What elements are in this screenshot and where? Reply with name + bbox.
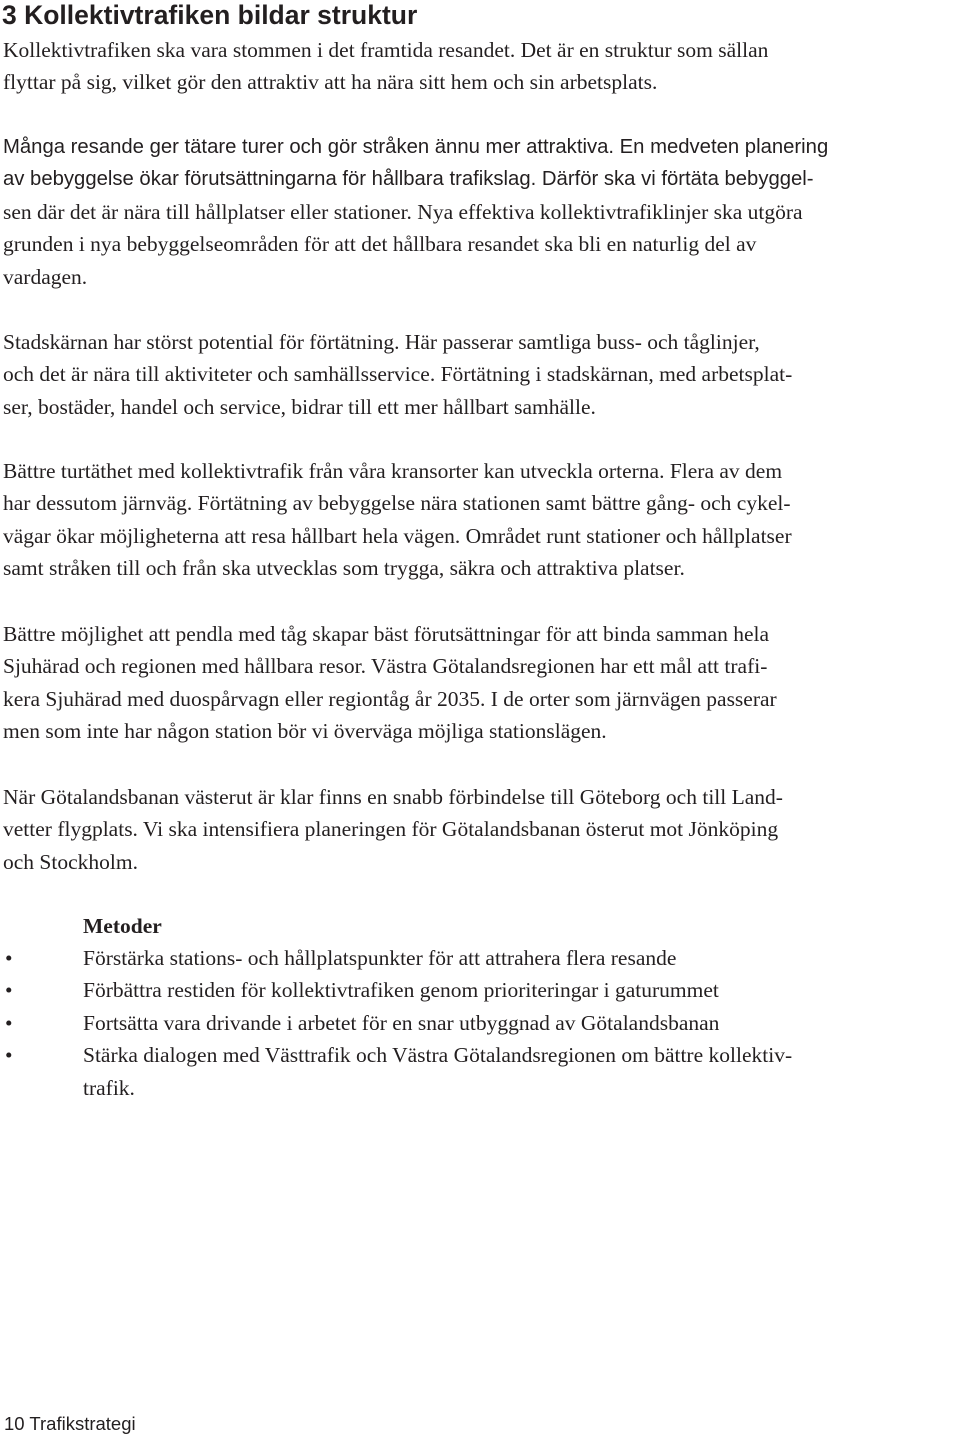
paragraph-line: ser, bostäder, handel och service, bidrar till ett mer hållbart samhälle.	[3, 394, 596, 419]
paragraph-1	[3, 34, 960, 99]
list-item-text	[83, 974, 960, 1006]
list-item-line: trafik.	[83, 1075, 135, 1100]
list-item	[0, 974, 960, 1006]
list-item	[0, 1007, 960, 1039]
paragraph-line: men som inte har någon station bör vi överväga möjliga stationslägen.	[3, 719, 607, 744]
paragraph-line: grunden i nya bebyggelseområden för att det hållbara resandet ska bli en naturlig del av	[3, 232, 757, 257]
paragraph-5	[3, 618, 960, 748]
list-item-text	[83, 942, 960, 974]
paragraph-line: har dessutom järnväg. Förtätning av bebyggelse nära stationen samt bättre gång- och cykel-	[3, 491, 791, 516]
paragraph-2	[3, 131, 960, 293]
paragraph-line: Många resande ger tätare turer och gör stråken ännu mer attraktiva. En medveten planering	[3, 136, 829, 158]
paragraph-line: och Stockholm.	[3, 849, 138, 874]
list-item-line: Förstärka stations- och hållplatspunkter för att attrahera flera resande	[83, 946, 677, 970]
list-item	[0, 1039, 960, 1104]
page-footer: 10 Trafikstrategi	[4, 1413, 136, 1434]
paragraph-6	[3, 781, 960, 878]
paragraph-line: av bebyggelse ökar förutsättningarna för hållbara trafikslag. Därför ska vi förtäta bebyggel-	[3, 168, 814, 191]
paragraph-line: vetter flygplats. Vi ska intensifiera planeringen för Götalandsbanan österut mot Jönköping	[3, 817, 779, 842]
paragraph-line: kera Sjuhärad med duospårvagn eller regiontåg år 2035. I de orter som järnvägen passerar	[3, 686, 777, 711]
paragraph-line: sen där det är nära till hållplatser eller stationer. Nya effektiva kollektivtrafiklinjer ska utgöra	[3, 199, 803, 224]
paragraph-line: När Götalandsbanan västerut är klar finns en snabb förbindelse till Göteborg och till Land-	[3, 785, 783, 809]
list-item-line: Fortsätta vara drivande i arbetet för en snar utbyggnad av Götalandsbanan	[83, 1010, 720, 1035]
methods-heading: Metoder	[83, 914, 162, 938]
list-item-text	[83, 1039, 960, 1104]
bullet-icon: •	[5, 1010, 13, 1035]
list-item-line: Förbättra restiden för kollektivtrafiken genom prioriteringar i gaturummet	[83, 978, 719, 1003]
list-item-line: Stärka dialogen med Västtrafik och Västra Götalandsregionen om bättre kollektiv-	[83, 1043, 793, 1068]
bullet-icon: •	[5, 946, 13, 970]
paragraph-line: Bättre turtäthet med kollektivtrafik från våra kransorter kan utveckla orterna. Flera av dem	[3, 459, 783, 483]
paragraph-line: vardagen.	[3, 264, 88, 289]
paragraph-line: Bättre möjlighet att pendla med tåg skapar bäst förutsättningar för att binda samman hela	[3, 622, 770, 646]
paragraph-line: Kollektivtrafiken ska vara stommen i det framtida resandet. Det är en struktur som sällan	[3, 38, 769, 62]
paragraph-line: flyttar på sig, vilket gör den attraktiv att ha nära sitt hem och sin arbetsplats.	[3, 70, 658, 95]
paragraph-line: Stadskärnan har störst potential för förtätning. Här passerar samtliga buss- och tåglinjer,	[3, 330, 760, 354]
paragraph-4	[3, 455, 960, 585]
paragraph-line: Sjuhärad och regionen med hållbara resor. Västra Götalandsregionen har ett mål att trafi-	[3, 654, 768, 679]
paragraph-line: vägar ökar möjligheterna att resa hållbart hela vägen. Området runt stationer och hållplatser	[3, 523, 792, 548]
page-title: 3 Kollektivtrafiken bildar struktur	[2, 0, 418, 30]
methods-list	[0, 942, 960, 1104]
paragraph-3	[3, 326, 960, 423]
bullet-icon: •	[5, 1043, 13, 1068]
paragraph-line: och det är nära till aktiviteter och samhällsservice. Förtätning i stadskärnan, med arbetsplat-	[3, 362, 793, 387]
list-item-text	[83, 1007, 960, 1039]
list-item	[0, 942, 960, 974]
bullet-icon: •	[5, 978, 13, 1003]
paragraph-line: samt stråken till och från ska utvecklas som trygga, säkra och attraktiva platser.	[3, 556, 685, 581]
